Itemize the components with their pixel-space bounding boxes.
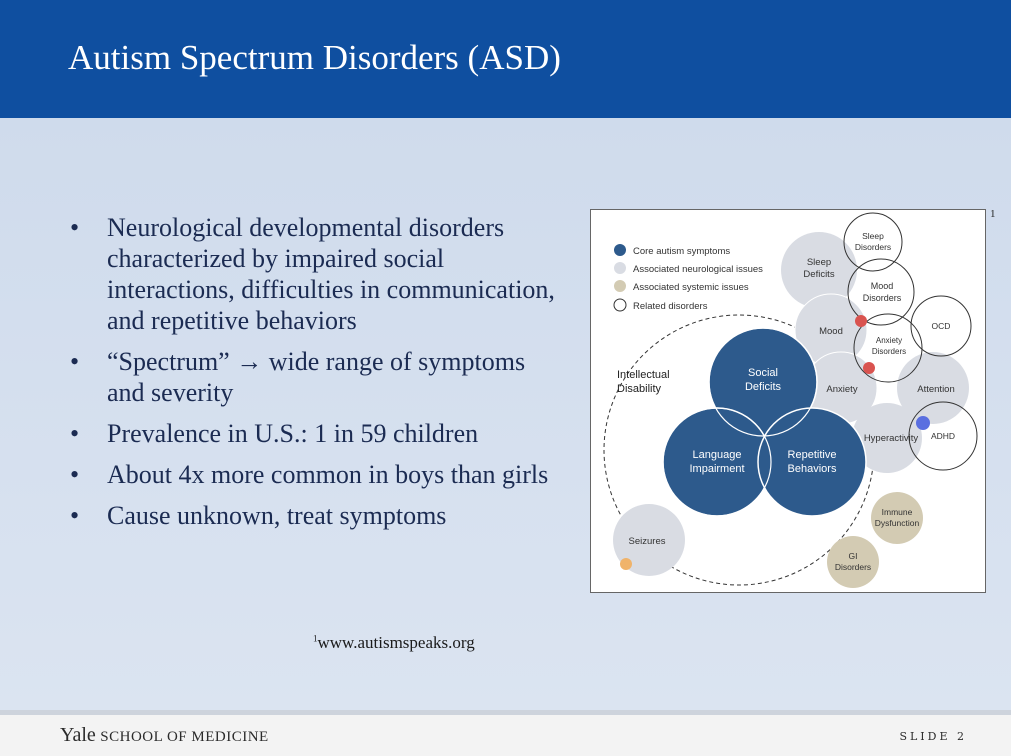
footnote-link-text: www.autismspeaks.org: [317, 633, 475, 652]
label-anxiety: Anxiety: [826, 384, 858, 395]
bullet-item: [70, 500, 560, 531]
bullet-list: [70, 212, 560, 541]
circle-repetitive-behaviors: [758, 408, 866, 516]
label-sleep-disorders: Sleep Disorders: [854, 231, 892, 252]
bullet-marker: •: [70, 501, 80, 530]
label-language-impairment: Language Impairment: [689, 449, 745, 475]
label-seizures: Seizures: [628, 536, 666, 547]
legend-label-related: Related disorders: [633, 301, 708, 312]
legend-label-neuro: Associated neurological issues: [633, 264, 763, 275]
asd-venn-diagram: [590, 209, 986, 593]
label-ocd: OCD: [931, 321, 951, 331]
red-dot-anxiety: [863, 362, 875, 374]
label-social-deficits: Social Deficits: [744, 367, 782, 393]
footnote-marker: 1: [313, 633, 318, 644]
label-anxiety-disorders: Anxiety Disorders: [871, 336, 907, 356]
bullet-text: Neurological developmental disorders characterized by impaired social interactions, difficulties in communication, and repetitive behaviors: [107, 213, 555, 335]
label-mood-disorders: Mood Disorders: [862, 281, 902, 303]
bullet-text: Prevalence in U.S.: 1 in 59 children: [107, 419, 479, 448]
bullet-text: About 4x more common in boys than girls: [107, 460, 549, 489]
label-mood: Mood: [819, 326, 843, 337]
orange-dot-seizures: [620, 558, 632, 570]
footnote: [313, 633, 475, 653]
diagram-legend: [614, 244, 763, 312]
legend-swatch-related: [614, 299, 626, 311]
label-hyperactivity: Hyperactivity: [863, 433, 919, 444]
bullet-item: [70, 459, 560, 490]
figure-reference-marker: 1: [990, 208, 996, 220]
label-sleep-deficits: Sleep Deficits: [803, 257, 835, 280]
label-adhd: ADHD: [930, 431, 956, 441]
brand-subtitle: SCHOOL OF MEDICINE: [100, 729, 269, 745]
legend-swatch-systemic: [614, 280, 626, 292]
slide-title: Autism Spectrum Disorders (ASD): [68, 38, 561, 77]
bullet-text: “Spectrum” → wide range of symptoms and severity: [107, 347, 526, 407]
bullet-marker: •: [70, 213, 80, 242]
header-bar: [0, 0, 1011, 118]
label-immune-dysfunction: Immune Dysfunction: [874, 507, 920, 528]
legend-label-systemic: Associated systemic issues: [633, 282, 749, 293]
label-repetitive-behaviors: Repetitive Behaviors: [787, 449, 837, 475]
bullet-marker: •: [70, 419, 80, 448]
brand-name: Yale: [60, 724, 96, 746]
legend-label-core: Core autism symptoms: [633, 246, 731, 257]
blue-dot-adhd: [916, 416, 930, 430]
legend-swatch-core: [614, 244, 626, 256]
bullet-marker: •: [70, 460, 80, 489]
label-attention: Attention: [917, 384, 955, 395]
yale-school-of-medicine-logo: [60, 724, 269, 747]
bullet-item: [70, 212, 560, 336]
label-intellectual-disability: Intellectual Disability: [617, 369, 670, 395]
bullet-text: Cause unknown, treat symptoms: [107, 501, 447, 530]
legend-swatch-neuro: [614, 262, 626, 274]
bullet-item: [70, 418, 560, 449]
diagram-canvas: [591, 210, 987, 594]
red-dot-mood: [855, 315, 867, 327]
bullet-marker: •: [70, 347, 80, 376]
label-gi-disorders: GI Disorders: [834, 551, 872, 572]
bullet-item: [70, 346, 560, 408]
slide-number: SLIDE 2: [899, 730, 967, 743]
